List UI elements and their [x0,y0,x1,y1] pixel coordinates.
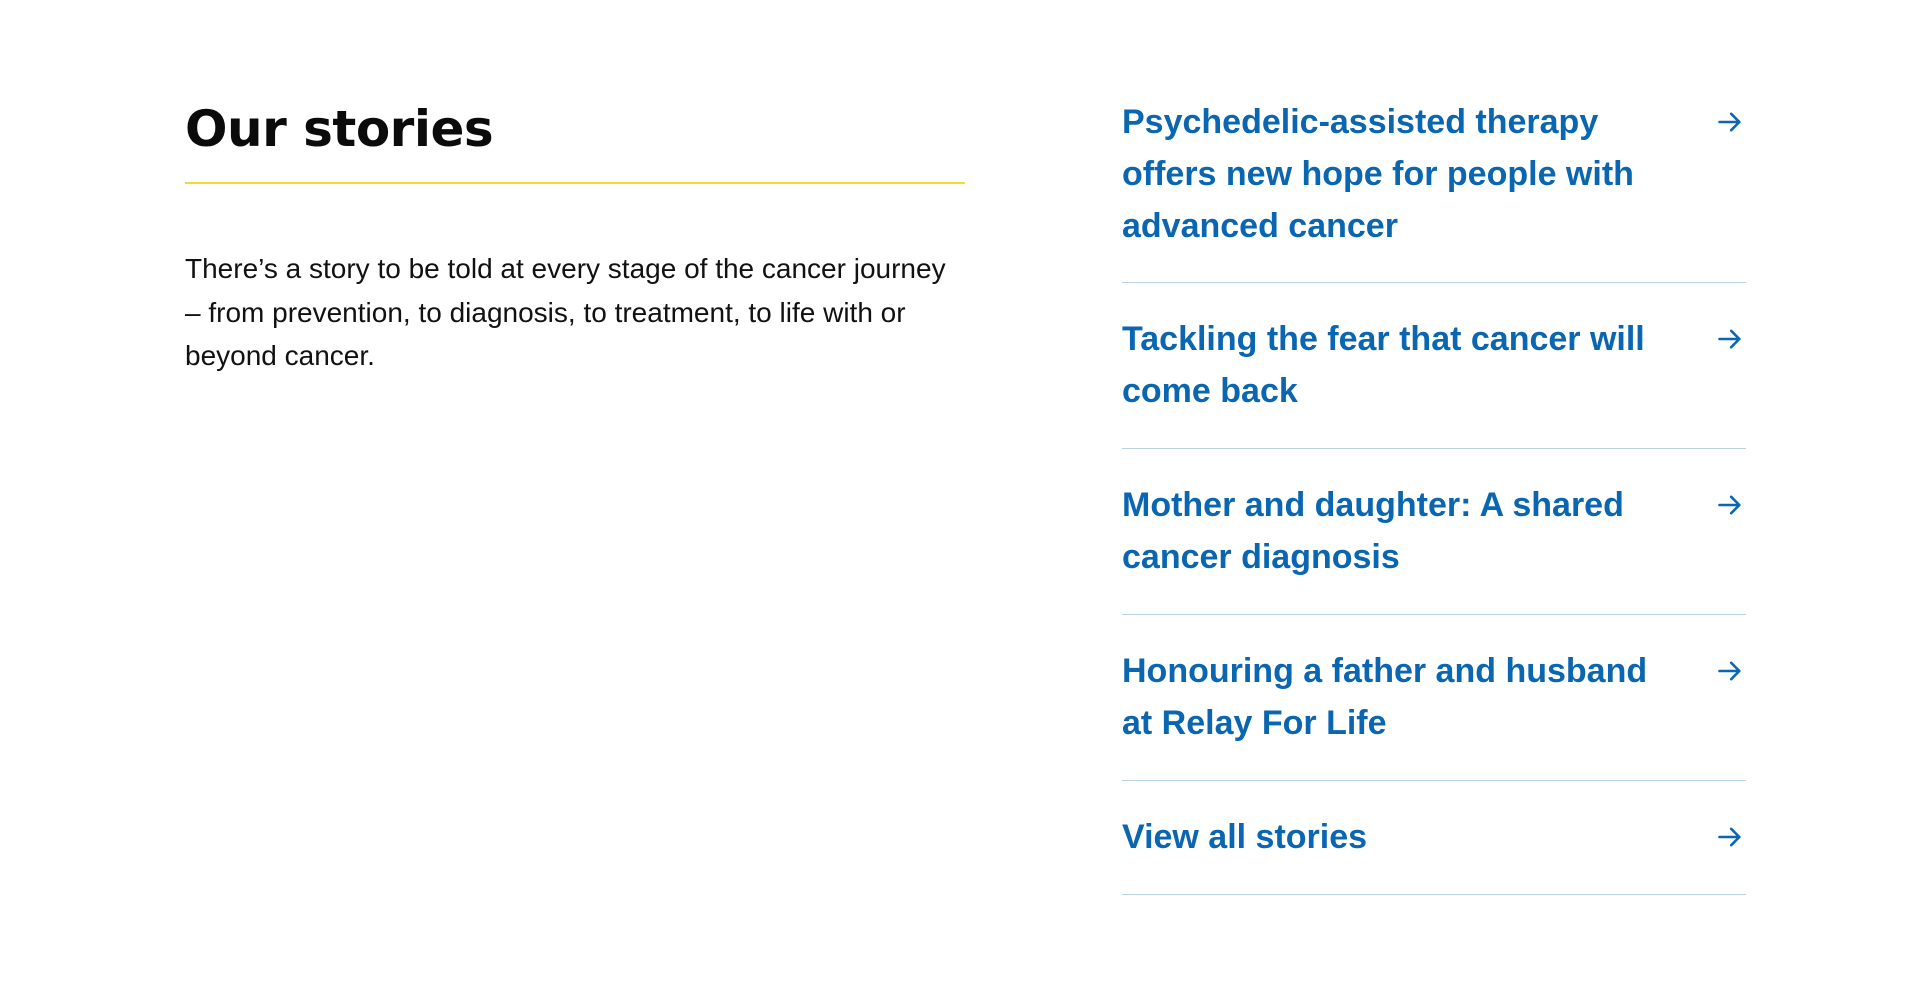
story-link[interactable] [1122,615,1746,781]
story-title: Mother and daughter: A shared cancer diagnosis [1122,486,1624,576]
story-link[interactable] [1122,96,1746,283]
arrow-right-icon [1716,491,1744,519]
stories-list [1122,96,1746,895]
story-title: Honouring a father and husband at Relay For Life [1122,652,1648,742]
story-link[interactable] [1122,449,1746,615]
arrow-right-icon [1716,108,1744,136]
stories-intro-column [185,95,965,406]
story-title: Tackling the fear that cancer will come back [1122,320,1645,410]
arrow-right-icon [1716,325,1744,353]
arrow-right-icon [1716,823,1744,851]
story-link[interactable] [1122,283,1746,449]
view-all-label: View all stories [1122,818,1368,856]
arrow-right-icon [1716,657,1744,685]
section-intro: There’s a story to be told at every stage of the cancer journey – from prevention, to diagnosis, to treatment, to life with or beyond cancer. [185,253,946,371]
story-title: Psychedelic-assisted therapy offers new hope for people with advanced cancer [1122,103,1634,245]
section-title: Our stories [185,100,494,158]
title-underline [185,182,965,184]
view-all-stories-link[interactable] [1122,781,1746,895]
